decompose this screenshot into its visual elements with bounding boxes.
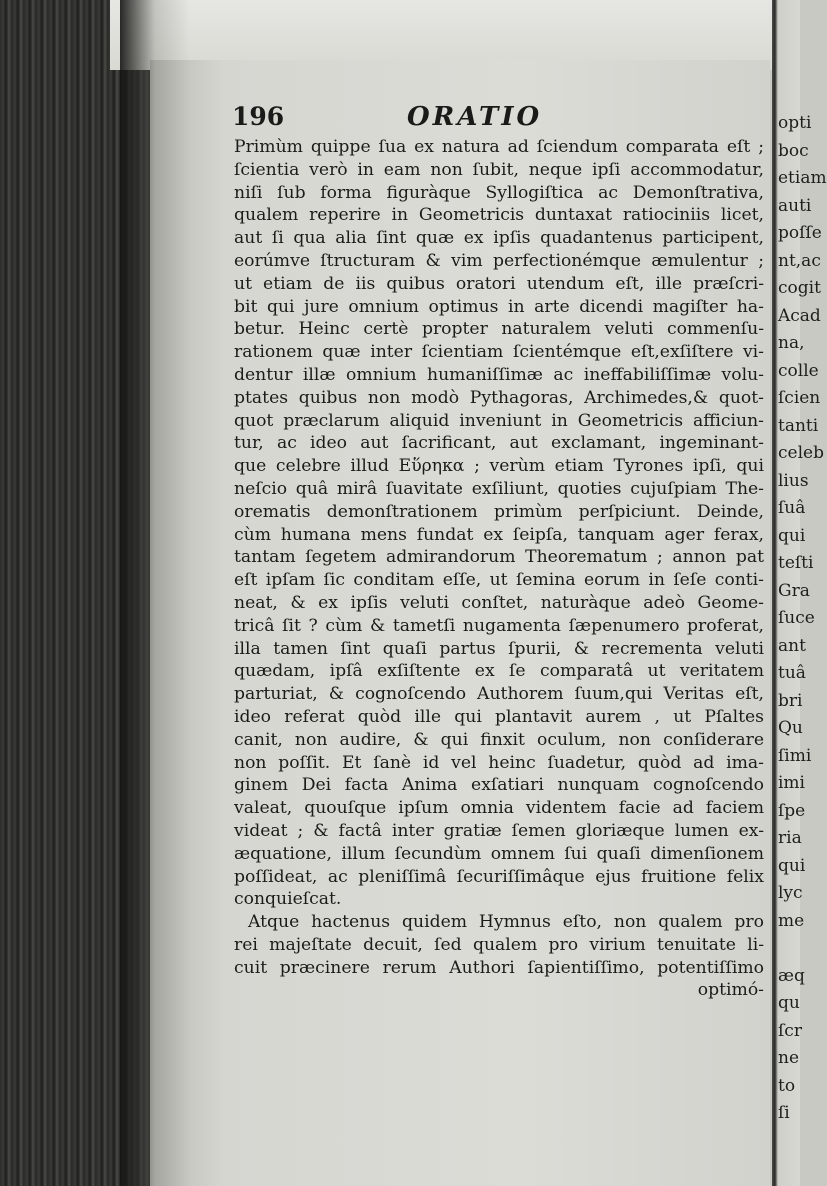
text-line: Primùm quippe ſua ex natura ad ſciendum comparata eſt ; [234,137,764,157]
text-line: qualem reperire in Geometricis duntaxat ratiociniis licet, [234,205,764,226]
edge-fragment: tuâ [778,663,806,683]
edge-fragment: auti [778,195,812,216]
edge-fragment: qui [778,855,806,876]
edge-fragment: ria [778,828,802,848]
edge-fragment: ant [778,635,806,656]
text-line: aut ſi qua alia ſint quæ ex ipſis quadantenus participent, [234,228,764,249]
edge-fragment: qu [778,993,800,1013]
page-number: 196 [232,102,285,131]
text-line: bit qui jure omnium optimus in arte dicendi magiſter ha- [234,296,764,317]
edge-fragment: tanti [778,415,819,436]
text-line: canit, non audire, & qui finxit oculum, non conſiderare [234,729,764,750]
edge-fragment: etiam [778,168,827,188]
page-header [232,102,752,132]
text-line: betur. Heinc certè propter naturalem veluti commenſu- [234,319,764,340]
edge-fragment: ſuce [778,608,815,628]
text-line: optimó- [697,980,764,1001]
text-line: illa tamen ſint quaſi partus ſpurii, & recrementa veluti [234,638,764,659]
text-line: ptates quibus non modò Pythagoras, Archimedes,& quot- [234,387,764,408]
running-title: ORATIO [407,102,543,132]
text-line: neſcio quâ mirâ ſuavitate exſiliunt, quoties cujuſpiam The- [234,478,764,499]
text-line: niſi ſub forma figuràque Syllogiſtica ac Demonſtrativa, [234,182,764,203]
edge-fragment: lyc [778,883,803,903]
edge-fragment: qui [778,525,806,546]
edge-fragment: opti [778,113,812,133]
text-line: tur, ac ideo aut ſacrificant, aut exclamant, ingeminant- [234,433,764,454]
text-line: rei majeſtate decuit, ſed qualem pro virium tenuitate li- [234,934,764,955]
edge-fragment: celeb [778,443,824,463]
text-line: videat ; & factâ inter gratiæ ſemen gloriæque lumen ex- [234,820,764,841]
text-line: æquatione, illum ſecundùm omnem ſui quaſi dimenſionem [234,843,764,864]
text-line: cùm humana mens fundat ex ſeipſa, tanquam ager ferax, [234,524,764,545]
edge-fragment: teſti [778,553,814,573]
edge-fragment: na, [778,333,805,353]
text-line: parturiat, & cognoſcendo Authorem ſuum,qui Veritas eſt, [234,684,764,705]
text-line: ſcientia verò in eam non ſubit, neque ipſi accommodatur, [234,159,764,180]
edge-fragment [778,935,800,963]
text-line: cuit præcinere rerum Authori ſapientiſſimo, potentiſſimo [234,957,764,978]
text-line: poſſideat, ac pleniſſimâ ſecuriſſimâque ejus fruitione felix [234,866,764,887]
edge-fragment: Qu [778,718,803,738]
adjacent-page-fragments [778,110,827,1128]
text-line: quot præclarum aliquid inveniunt in Geometricis afficiun- [234,410,764,431]
text-line: valeat, quouſque ipſum omnia videntem facie ad faciem [234,798,764,819]
text-line: quædam, ipſâ exſiſtente ex ſe comparatâ ut veritatem [234,661,764,682]
text-line: ideo referat quòd ille qui plantavit aurem , ut Pſaltes [234,706,764,727]
text-line: neat, & ex ipſis veluti conſtet, naturàque adeò Geome- [234,592,764,613]
edge-fragment: imi [778,773,805,793]
edge-fragment: ſcr [778,1020,802,1041]
edge-fragment: ſcien [778,388,821,408]
edge-fragment: lius [778,470,809,491]
gutter-shadow [120,0,190,1186]
edge-fragment: ſimi [778,745,812,766]
text-line: rationem quæ inter ſcientiam ſcientémque eſt,exſiſtere vi- [234,342,764,363]
edge-fragment: Acad [778,305,821,326]
text-line: orematis demonſtrationem primùm perſpiciunt. Deinde, [234,501,764,522]
text-line: non poſſit. Et ſanè id vel heinc ſuadetur, quòd ad ima- [234,752,764,773]
text-line: eſt ipſam ſic conditam eſſe, ut ſemina eorum in ſeſe conti- [234,570,764,591]
text-line: ut etiam de iis quibus oratori utendum eſt, ille præſcri- [234,273,764,294]
edge-fragment: cogit [778,278,821,298]
text-line: Atque hactenus quidem Hymnus eſto, non qualem pro [248,912,764,933]
edge-fragment: æq [778,965,805,986]
edge-fragment: me [778,910,805,931]
edge-fragment: ſuâ [778,498,806,518]
text-line: dentur illæ omnium humaniſſimæ ac ineffabiliſſimæ volu- [234,364,764,385]
edge-fragment: boc [778,140,809,161]
text-line: tricâ ſit ? cùm & tametſi nugamenta ſæpenumero proferat, [234,615,764,636]
text-line: eorúmve ſtructuram & vim perfectionémque æmulentur ; [234,250,764,271]
edge-fragment: ne [778,1048,800,1068]
text-line: que celebre illud Εὕρηκα ; verùm etiam Tyrones ipſi, qui [234,456,764,477]
text-line: ginem Dei facta Anima exſatiari nunquam cognoſcendo [234,775,764,796]
text-line: tantam ſegetem admirandorum Theorematum ; annon pat [234,547,764,568]
text-line: conquieſcat. [234,889,342,910]
edge-fragment: colle [778,360,819,381]
edge-fragment: nt,ac [778,250,821,271]
edge-fragment: bri [778,690,803,711]
body-text [234,136,764,1002]
edge-fragment: poſſe [778,223,822,243]
edge-fragment: ſpe [778,800,806,821]
edge-fragment: ſi [778,1103,790,1123]
edge-fragment: to [778,1075,796,1096]
edge-fragment: Gra [778,580,810,601]
